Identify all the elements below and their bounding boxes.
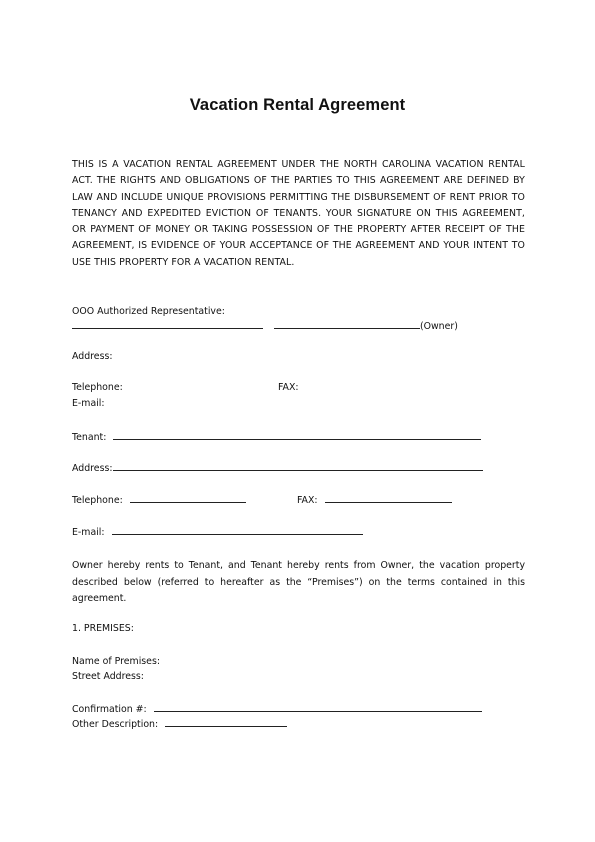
rent-paragraph: Owner hereby rents to Tenant, and Tenant hereby rents from Owner, the vacation property described below (referred to hereafter as the “Premises”) on the terms contained in this agreement. [72, 560, 525, 604]
owner-email-label: E-mail: [72, 398, 105, 409]
tenant-telephone-blank[interactable] [130, 493, 246, 503]
intro-notice: THIS IS A VACATION RENTAL AGREEMENT UNDER THE NORTH CAROLINA VACATION RENTAL ACT. THE RIGHTS AND OBLIGATIONS OF THE PARTIES TO THIS AGREEMENT ARE DEFINED BY LAW AND INCLUDE UNIQUE PROVISIONS PERMITTING THE DISBURSEMENT OF RENT PRIOR TO TENANCY AND EXPEDITED EVICTION OF TENANTS. YOUR SIGNATURE ON THIS AGREEMENT, OR PAYMENT OF MONEY OR TAKING POSSESSION OF THE PROPERTY AFTER RECEIPT OF THE AGREEMENT, IS EVIDENCE OF YOUR ACCEPTANCE OF THE AGREEMENT AND YOUR INTENT TO USE THIS PROPERTY FOR A VACATION RENTAL. [72, 159, 525, 268]
premises-street-label: Street Address: [72, 671, 144, 682]
tenant-fax-row [297, 493, 452, 508]
rep-name-blank[interactable] [72, 319, 263, 329]
confirmation-label: Confirmation #: [72, 704, 147, 715]
tenant-telephone-label: Telephone: [72, 495, 123, 506]
authorized-rep-label: OOO Authorized Representative: [72, 306, 225, 317]
document-title: Vacation Rental Agreement [189, 96, 406, 114]
confirmation-row [72, 702, 482, 717]
tenant-row [72, 430, 481, 445]
other-description-label: Other Description: [72, 719, 159, 730]
tenant-fax-label: FAX: [297, 495, 318, 506]
owner-suffix: (Owner) [419, 321, 458, 332]
owner-signature-row [72, 319, 458, 334]
tenant-label: Tenant: [72, 432, 107, 443]
tenant-fax-blank[interactable] [325, 493, 452, 503]
owner-signature-blank[interactable] [274, 319, 420, 329]
tenant-email-row [72, 525, 363, 540]
tenant-email-label: E-mail: [72, 527, 105, 538]
premises-heading: 1. PREMISES: [72, 623, 134, 634]
tenant-email-blank[interactable] [112, 525, 363, 535]
confirmation-blank[interactable] [154, 702, 482, 712]
tenant-name-blank[interactable] [113, 430, 481, 440]
other-description-blank[interactable] [165, 717, 287, 727]
owner-address-label: Address: [72, 351, 113, 362]
premises-name-label: Name of Premises: [72, 656, 160, 667]
owner-fax-label: FAX: [278, 382, 299, 393]
tenant-address-row [72, 461, 483, 476]
other-description-row [72, 717, 287, 732]
owner-telephone-label: Telephone: [72, 382, 123, 393]
tenant-address-blank[interactable] [113, 461, 483, 471]
tenant-address-label: Address: [72, 463, 113, 474]
tenant-telephone-row [72, 493, 246, 508]
